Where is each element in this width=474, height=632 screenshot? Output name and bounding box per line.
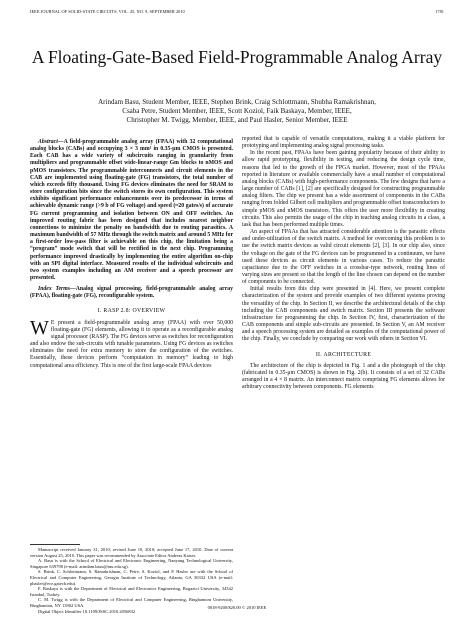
section-1-intro xyxy=(30,316,233,370)
section-2-paragraph-1: The architecture of the chip is depicted in Fig. 1 and a die photograph of the chip (fabricated in 0.35-μm CMOS) is shown in Fig. 2(b). It consists of a set of 32 CABs arranged in a 4 × 8 matrix. An interconnect matrix comprising FG elements allows for arbitrary connectivity between components. FG elements xyxy=(242,362,445,391)
copyright-footer: 0018-9200/$26.00 © 2010 IEEE xyxy=(207,605,267,610)
footnote-twigg: C. M. Twigg is with the Department of Electrical and Computer Engineering, Binghamton University, Binghamton, NY 13902 USA. xyxy=(30,597,233,608)
section-1-paragraph-1: E present a field-programmable analog array (FPAA) with over 50,000 floating-gate (FG) elements, allowing it to operate as a reconfigurable analog signal processor (RASP). The FG devices serve as switches for reconfiguration and also endow the sub-circuits with tunable parameters. Using FG devices as switches eliminates the need for extra memory to store the configuration of the switches. Essentially, these devices perform “computation in memory” leading to high computational area efficiency. This is one of the first large-scale FPAA devices xyxy=(30,319,233,369)
section-1-heading: I. RASP 2.8: OVERVIEW xyxy=(97,308,166,315)
section-1-paragraph-3: In the recent past, FPAAs have been gaining popularity because of their ability to allow rapid prototyping, flexibility in testing, and reducing the design cycle time, reasons that led to the growth of the FPGA market. However, most of the FPAAs reported in literature or available commercially have a small number of computational analog blocks (CABs) with high-performance components. The few designs that have a large number of CABs [1], [2] are specifically designed for constructing programmable analog filters. The chip we present has a wide assortment of components in the CABs ranging from folded Gilbert cell multipliers and programmable offset transconductors to simple pMOS and nMOS transistors. This offers the user more flexibility in creating circuits. This also permits the usage of the chip in teaching analog circuits in a class, a task that has been performed multiple times. xyxy=(242,150,446,228)
footnote-basu: A. Basu is with the School of Electrical and Electronic Engineering, Nanyang Technological University, Singapore 639798 (e-mail: arindam.basu@ntu.edu.sg). xyxy=(30,558,233,569)
index-terms xyxy=(30,286,233,300)
section-1-paragraph-2: reported that is capable of versatile computations, making it a viable platform for prototyping and implementing analog signal processing tasks. xyxy=(242,136,445,150)
footnote-manuscript: Manuscript received January 31, 2010; revised June 10, 2010; accepted June 17, 2010. Date of current version August 25, 2010. This paper was recommended by Associate Editor Andreas Kaiser. xyxy=(30,547,233,558)
author-line-1: Arindam Basu, Student Member, IEEE, Stephen Brink, Craig Schlottmann, Shubha Ramakrishnan, xyxy=(98,98,376,106)
footnote-gatech: S. Brink, C. Schlottmann, S. Ramakrishnan, C. Petre, S. Koziol, and P. Hasler are with the School of Electrical and Computer Engineering, Georgia Institute of Technology, Atlanta, GA 30332 USA (e-mail: phasler@ece.gatech.edu). xyxy=(30,569,233,586)
drop-cap: W xyxy=(30,316,49,339)
index-terms-label: Index Terms— xyxy=(38,286,76,293)
section-1-paragraph-5: Initial results from this chip were presented in [4]. Here, we present complete characterization of the system and provide examples of two different systems proving the versatility of the chip. In Section II, we describe the architectural details of the chip including the CAB components and switch matrix. Section III presents the software infrastructure for programming the chip. In Section IV, first, characterization of the CAB components and simple sub-circuits are presented. In Section V, an AM receiver and a speech processing system are detailed as examples of the computational power of the chip. Finally, we conclude by comparing our work with others in Section VI. xyxy=(242,286,445,343)
abstract-text: A field-programmable analog array (FPAA) with 32 computational analog blocks (CABs) and occupying 3 × 3 mm² in 0.35-μm CMOS is presented. Each CAB has a wide variety of subcircuits ranging in granularity from multipliers and programmable offset wide-linear-range Gm blocks to nMOS and pMOS transistors. The programmable interconnects and circuit elements in the CAB are implemented using floating-gate (FG) transistors, the total number of which exceeds fifty thousand. Using FG devices eliminates the need for SRAM to store configuration bits since the switch stores its own configuration. This system exhibits significant performance enhancements over its predecessor in terms of achievable dynamic range (>9 b of FG voltage) and speed (≈20 gates/s) of accurate FG current programming and isolation between ON and OFF switches. An improved routing fabric has been designed that includes nearest neighbor connections to minimize the penalty on bandwidth due to routing parasitics. A maximum bandwidth of 57 MHz through the switch matrix and around 5 MHz for a first-order low-pass filter is achievable on this chip, the limitation being a “program” mode switch that will be rectified in the next chip. Programming performance improved drastically by implementing the entire algorithm on-chip with an SPI digital interface. Measured results of the individual subcircuits and two system examples including an AM receiver and a speech processor are presented. xyxy=(30,139,233,281)
author-list xyxy=(20,98,454,126)
index-terms-text: Analog signal processing, field-programmable analog array (FPAA), floating-gate (FG), reconfigurable system. xyxy=(30,286,233,300)
paper-title: A Floating-Gate-Based Field-Programmable Analog Array xyxy=(31,47,443,67)
right-column xyxy=(242,136,445,391)
section-2-heading: II. ARCHITECTURE xyxy=(315,351,372,358)
page-number: 1781 xyxy=(435,9,444,14)
footnote-rule xyxy=(30,544,80,545)
abstract xyxy=(30,139,233,282)
author-line-3: Christopher M. Twigg, Member, IEEE, and Paul Hasler, Senior Member, IEEE xyxy=(126,116,348,125)
author-line-2: Csaba Petre, Student Member, IEEE, Scott Koziol, Faik Baskaya, Member, IEEE, xyxy=(122,107,352,116)
abstract-label: Abstract— xyxy=(38,139,64,145)
journal-name: IEEE JOURNAL OF SOLID-STATE CIRCUITS, VOL. 45, NO. 9, SEPTEMBER 2010 xyxy=(30,9,185,14)
footnote-doi: Digital Object Identifier 10.1109/JSSC.2010.2056832 xyxy=(38,608,136,614)
section-1-paragraph-4: An aspect of FPAAs that has attracted considerable attention is the parasitic effects and under-utilization of the switch matrix. A method for overcoming this problem is to use the switch matrix devices as valid circuit elements [2], [3]. In our chip also, since the voltage on the gate of the FG devices can be programmed in a continuum, we have used these devices as circuit elements in various cases. To reduce the parasitic capacitance due to the OFF switches in a crossbar-type network, routing lines of varying sizes are present so that the length of the line chosen can depend on the number of components to be connected. xyxy=(242,229,445,286)
footnote-baskaya: F. Baskaya is with the Department of Electrical and Electronics Engineering, Bogazici University, 34342 Istanbul, Turkey. xyxy=(30,586,233,597)
left-column xyxy=(30,139,233,370)
running-head xyxy=(30,9,444,14)
